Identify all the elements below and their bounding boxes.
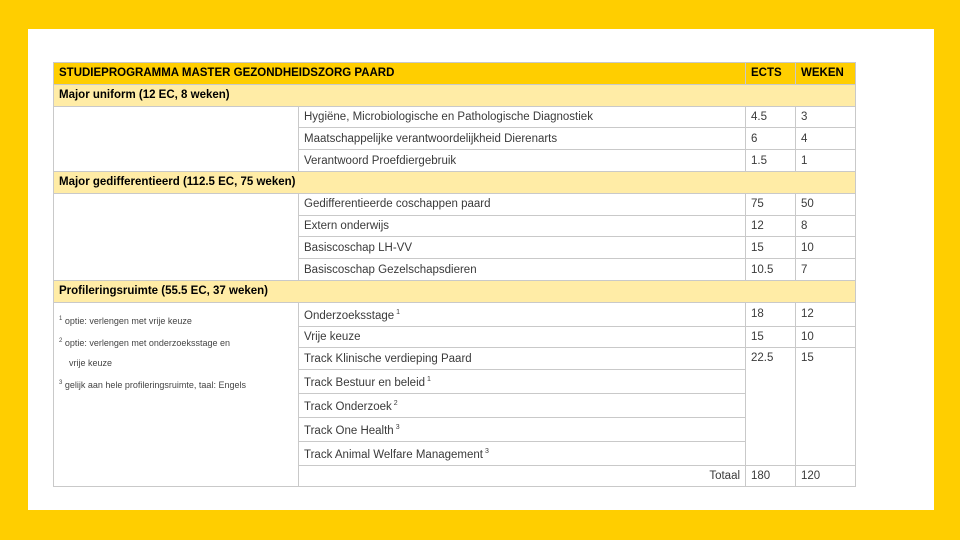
table-title: STUDIEPROGRAMMA MASTER GEZONDHEIDSZORG PAARD bbox=[54, 63, 746, 85]
footnote-marker: 3 bbox=[395, 423, 400, 431]
ects-value: 18 bbox=[746, 302, 796, 326]
table-row bbox=[54, 106, 856, 128]
study-program-table bbox=[53, 62, 856, 487]
footnote-marker: 1 bbox=[396, 308, 401, 316]
ects-value: 15 bbox=[746, 326, 796, 348]
ects-value: 22.5 bbox=[746, 348, 796, 465]
course-name: Gedifferentieerde coschappen paard bbox=[299, 193, 746, 215]
course-name: Track One Health $^3$ bbox=[299, 417, 746, 441]
empty-cell bbox=[54, 193, 299, 280]
section-title: Profileringsruimte (55.5 EC, 37 weken) bbox=[54, 280, 856, 302]
weken-value: 12 bbox=[796, 302, 856, 326]
table-row bbox=[54, 302, 856, 326]
ects-value: 4.5 bbox=[746, 106, 796, 128]
course-name: Verantwoord Proefdiergebruik bbox=[299, 150, 746, 172]
course-name: Basiscoschap Gezelschapsdieren bbox=[299, 259, 746, 281]
section-title: Major uniform (12 EC, 8 weken) bbox=[54, 84, 856, 106]
course-name: Extern onderwijs bbox=[299, 215, 746, 237]
ects-value: 75 bbox=[746, 193, 796, 215]
weken-value: 1 bbox=[796, 150, 856, 172]
course-name: Track Klinische verdieping Paard bbox=[299, 348, 746, 370]
weken-value: 7 bbox=[796, 259, 856, 281]
footnote-1: $^1$ optie: verlengen met vrije keuze bbox=[59, 315, 192, 326]
course-name: Track Bestuur en beleid $^1$ bbox=[299, 370, 746, 394]
section-title: Major gedifferentieerd (112.5 EC, 75 weken) bbox=[54, 171, 856, 193]
footnotes bbox=[54, 302, 299, 487]
weken-value: 15 bbox=[796, 348, 856, 465]
ects-header: ECTS bbox=[746, 63, 796, 85]
ects-value: 6 bbox=[746, 128, 796, 150]
course-name: Hygiëne, Microbiologische en Pathologische Diagnostiek bbox=[299, 106, 746, 128]
table-header-row bbox=[54, 63, 856, 85]
empty-cell bbox=[54, 106, 299, 171]
weken-value: 10 bbox=[796, 326, 856, 348]
footnote-3: $^3$ gelijk aan hele profileringsruimte, taal: Engels bbox=[59, 379, 246, 390]
ects-value: 1.5 bbox=[746, 150, 796, 172]
course-name: Track Onderzoek $^2$ bbox=[299, 394, 746, 418]
ects-value: 15 bbox=[746, 237, 796, 259]
weken-value: 50 bbox=[796, 193, 856, 215]
table-row bbox=[54, 193, 856, 215]
course-name: Track Animal Welfare Management $^3$ bbox=[299, 441, 746, 465]
footnote-2-continued: vrije keuze bbox=[69, 357, 113, 368]
section-header-profileringsruimte bbox=[54, 280, 856, 302]
course-name: Maatschappelijke verantwoordelijkheid Dierenarts bbox=[299, 128, 746, 150]
ects-value: 12 bbox=[746, 215, 796, 237]
weken-value: 4 bbox=[796, 128, 856, 150]
total-weken: 120 bbox=[796, 465, 856, 487]
footnote-marker: 1 bbox=[427, 376, 431, 384]
ects-value: 10.5 bbox=[746, 259, 796, 281]
weken-value: 3 bbox=[796, 106, 856, 128]
section-header-major-gedifferentieerd bbox=[54, 171, 856, 193]
weken-value: 8 bbox=[796, 215, 856, 237]
weken-value: 10 bbox=[796, 237, 856, 259]
footnote-marker: 2 bbox=[393, 400, 398, 408]
course-name: Basiscoschap LH-VV bbox=[299, 237, 746, 259]
total-ects: 180 bbox=[746, 465, 796, 487]
course-name: Vrije keuze bbox=[299, 326, 746, 348]
course-name: Onderzoeksstage $^1$ bbox=[299, 302, 746, 326]
weken-header: WEKEN bbox=[796, 63, 856, 85]
section-header-major-uniform bbox=[54, 84, 856, 106]
footnote-2: $^2$ optie: verlengen met onderzoeksstage en bbox=[59, 337, 230, 348]
total-label: Totaal bbox=[299, 465, 746, 487]
footnote-marker: 3 bbox=[484, 447, 489, 455]
